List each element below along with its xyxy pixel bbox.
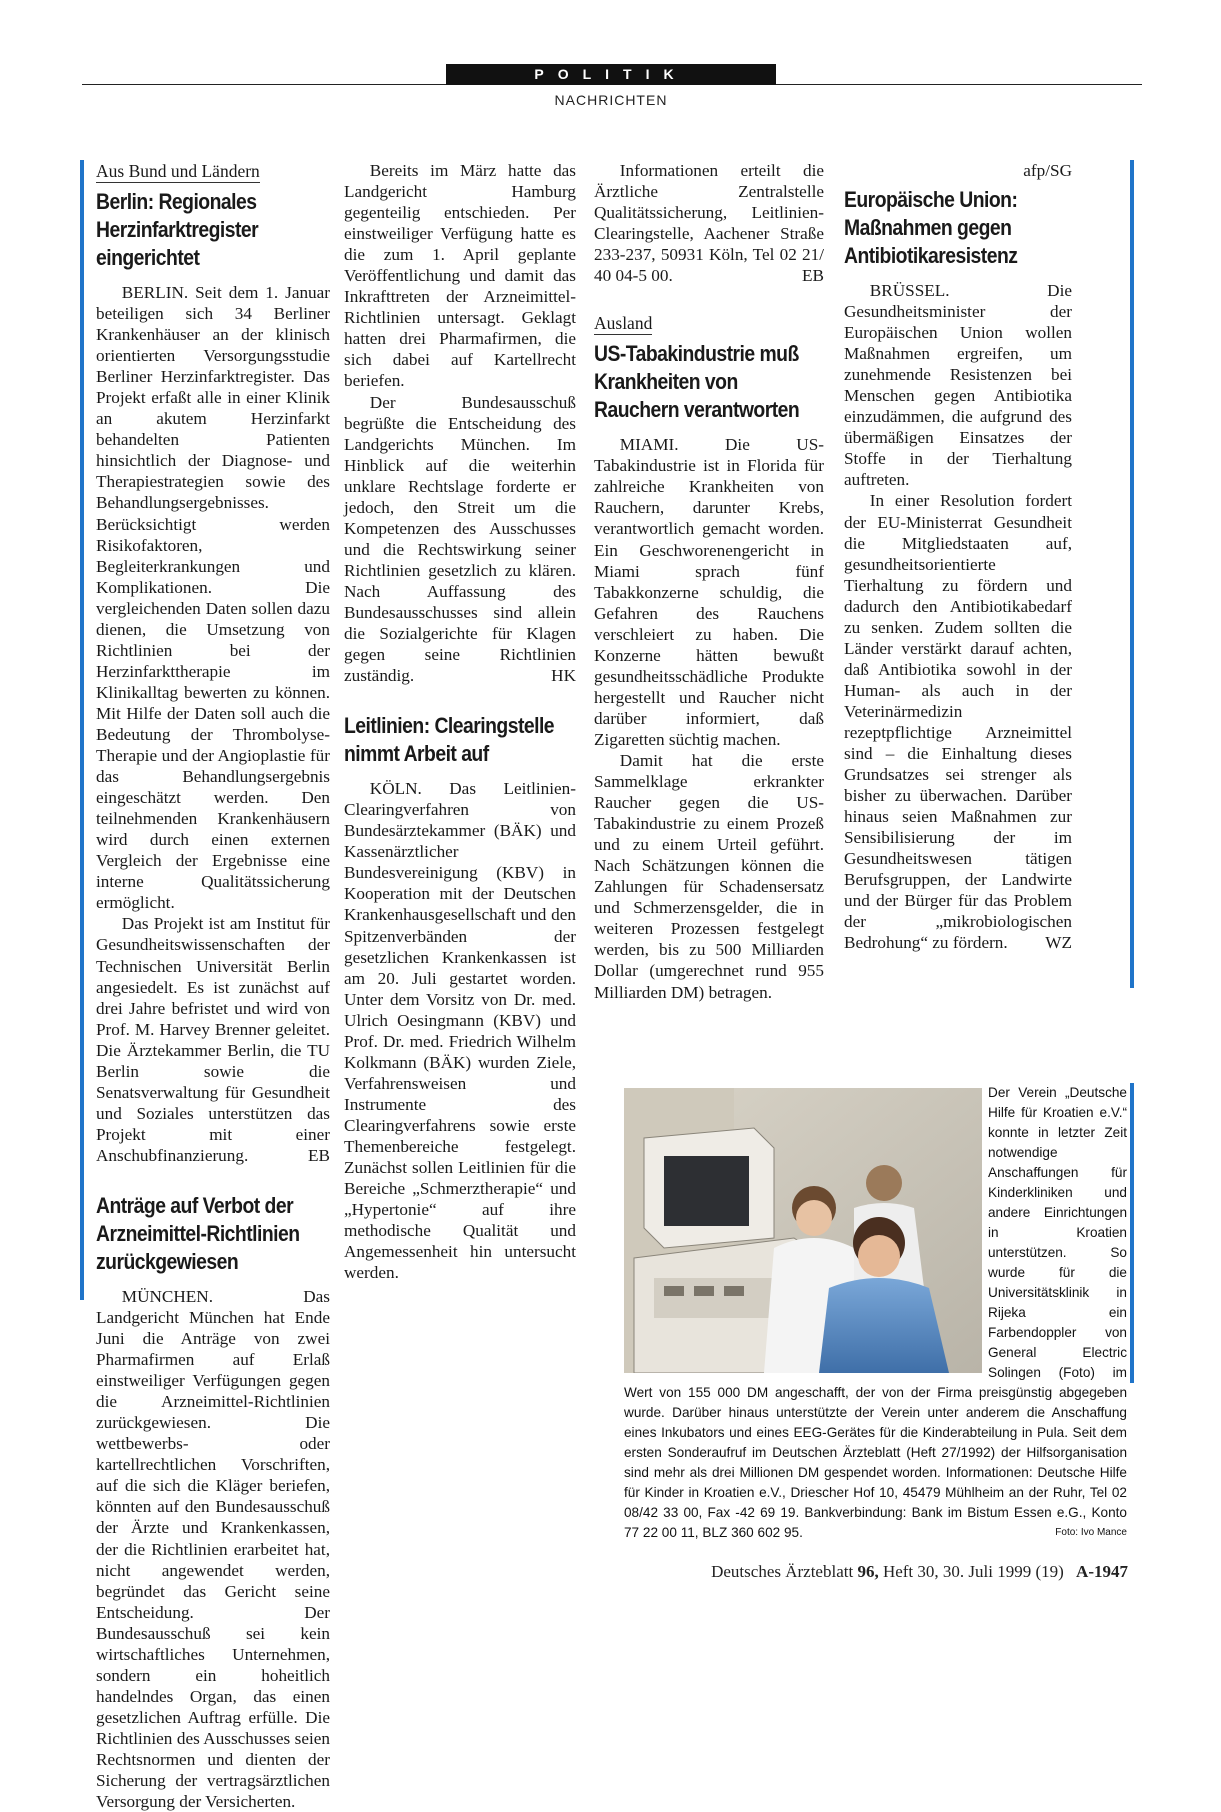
author-signature: HK [551, 666, 576, 686]
left-accent-bar [80, 160, 84, 1300]
paragraph: Der Bundesausschuß begrüßte die Entscheidung des Landgerichts München. Im Hinblick auf die weiterhin unklare Rechtslage forderte er jedoch, den Streit um die Kompetenzen des Ausschusses und die Rechtswirkung seiner Richtlinien gesetzlich zu klären. Nach Auffassung des Bundesausschusses sind allein die Sozialgerichte für Klagen gegen seine Richtlinien zuständig. HK [344, 392, 576, 686]
spacer [96, 1166, 330, 1192]
headline-clearingstelle: Leitlinien: Clearingstelle nimmt Arbeit auf [344, 713, 555, 767]
spacer [594, 286, 824, 312]
author-signature: EB [802, 266, 824, 286]
right-accent-bar [1130, 160, 1134, 988]
paragraph: BERLIN. Seit dem 1. Januar beteiligen sich 34 Berliner Krankenhäuser an der klinisch orientierten Versorgungsstudie Berliner Herzinfarktregister. Das Projekt erfaßt alle in einer Klinik an akutem Herzinfarkt behandelten Patienten hinsichtlich der Diagnose- und Therapiestrategien sowie des Behandlungsergebnisses. Berücksichtigt werden Risikofaktoren, Begleiterkrankungen und Komplikationen. Die vergleichenden Daten sollen dazu dienen, die Umsetzung von Richtlinien bei der Herzinfarkttherapie im Klinikalltag bewerten zu können. Mit Hilfe der Daten soll auch die Bedeutung der Thrombolyse-Therapie und der Angioplastie für das Behandlungsergebnis eingeschätzt werden. Den teilnehmenden Krankenhäusern wird durch einen externen Vergleich der Ergebnisse eine interne Qualitätssicherung ermöglicht. [96, 283, 330, 913]
column-4 [844, 160, 1072, 954]
right-accent-bar-lower [1130, 1083, 1134, 1383]
paragraph-continued: MÜNCHEN. Das Landgericht München hat Ende Juni die Anträge von zwei Pharmafirmen auf Erlaß einstweiliger Verfügungen gegen die Arzneimittel-Richtlinien zurückgewiesen. Die wettbewerbs- oder kartellrechtlichen Vorschriften, auf die sich die Kläger beriefen, könnten auf den Bundesausschuß der Ärzte und Krankenkassen, der die Richtlinien erarbeitet hat, nicht angewendet werden, begründet das Gericht seine Entscheidung. Der Bundesausschuß sei kein wirtschaftliches Unternehmen, sondern ein hoheitlich handelndes Organ, das einen gesetzlichen Auftrag erfülle. Die Richtlinien des Ausschusses seien Rechtsnormen und dienten der Sicherung der vertragsärztlichen Versorgung der Versicherten. [96, 1286, 330, 1812]
column-2 [344, 160, 576, 1283]
photo-credit: Foto: Ivo Mance [1055, 1527, 1127, 1538]
photo-caption: Der Verein „Deutsche Hilfe für Kroatien e.V.“ konnte in letzter Zeit notwendige Anschaffungen für Kinderkliniken und andere Einrichtungen in Kroatien unterstützen. So wurde für die Universitätsklinik in Rijeka ein Farbendoppler von General Electric Solingen (Foto) im Wert von 155 000 DM angeschafft, der von der Firma preisgünstig abgegeben wurde. Darüber hinaus unterstützte der Verein unter anderem die Anschaffung eines Inkubators und eines EEG-Gerätes für die Kinderabteilung in Pula. Seit dem ersten Sonderaufruf im Deutschen Ärzteblatt (Heft 27/1992) der Hilfsorganisation sind mehr als drei Millionen DM gespendet worden. Informationen: Deutsche Hilfe für Kinder in Kroatien e.V., Driescher Hof 10, 45479 Mühlheim an der Ruhr, Tel 02 08/42 33 00, Fax -42 69 19. Bankverbindung: Bank im Bistum Essen e.G., Konto 77 22 00 11, BLZ 360 602 95. Foto: Ivo Mance [624, 1083, 1127, 1543]
paragraph: Bereits im März hatte das Landgericht Hamburg gegenteilig entschieden. Per einstweiliger Verfügung hatte es die zum 1. April geplante Veröffentlichung und damit das Inkrafttreten der Arzneimittel-Richtlinien untersagt. Geklagt hatten drei Pharmafirmen, die sich dabei auf Kartellrecht beriefen. [344, 161, 576, 391]
author-signature: afp/SG [1023, 161, 1072, 180]
headline-arzneimittel-richtlinien: Anträge auf Verbot der Arzneimittel-Richtlinien zurückgewiesen [96, 1192, 300, 1274]
headline-tabakindustrie: US-Tabakindustrie muß Krankheiten von Rauchern verantworten [594, 341, 800, 423]
paragraph: MIAMI. Die US-Tabakindustrie ist in Florida für zahlreiche Krankheiten von Rauchern, darunter Krebs, verantwortlich gemacht worden. Ein Geschworenengericht in Miami sprach fünf Tabakkonzerne schuldig, die Gefahren des Rauchens verschleiert zu haben. Die Konzerne hätten bewußt gesundheitsschädliche Produkte hergestellt und Raucher nicht darüber informiert, daß Zigaretten süchtig machen. [594, 435, 824, 749]
paragraph: Das Projekt ist am Institut für Gesundheitswissenschaften der Technischen Universität Berlin angesiedelt. Es ist zunächst auf drei Jahre befristet und wird von Prof. M. Harvey Brenner geleitet. Die Ärztekammer Berlin, die TU Berlin sowie die Senatsverwaltung für Gesundheit und Soziales unterstützen das Projekt mit einer Anschubfinanzierung. EB [96, 914, 330, 1165]
paragraph: Informationen erteilt die Ärztliche Zentralstelle Qualitätssicherung, Leitlinien-Clearingstelle, Aachener Straße 233-237, 50931 Köln, Tel 02 21/ 40 04-5 00. EB [594, 161, 824, 286]
caption-wrap-spacer [624, 1083, 988, 1373]
paragraph: In einer Resolution fordert der EU-Ministerrat Gesundheit die Mitgliedstaaten auf, gesundheitsorientierte Tierhaltung zu fördern und dadurch den Antibiotikabedarf zu senken. Zudem sollten die Länder verstärkt darauf achten, daß Antibiotika sowohl in der Human- als auch in der Veterinärmedizin rezeptpflichtige Arzneimittel sind – die Einhaltung dieses Grundsatzes sei strenger als bisher zu überwachen. Darüber hinaus seien Maßnahmen zur Sensibilisierung der im Gesundheitswesen tätigen Berufsgruppen, der Landwirte und der Bürger für das Problem der „mikrobiologischen Bedrohung“ zu fördern. WZ [844, 491, 1072, 953]
author-signature: EB [308, 1145, 330, 1165]
journal-name: Deutsches Ärzteblatt [711, 1562, 854, 1581]
author-signature: WZ [1045, 933, 1072, 953]
page-footer [82, 1562, 1128, 1582]
headline-antibiotikaresistenz: Europäische Union: Maßnahmen gegen Antibiotikaresistenz [844, 187, 1018, 268]
page-number: A-1947 [1076, 1562, 1128, 1581]
spacer [344, 686, 576, 712]
subsection-title: NACHRICHTEN [554, 92, 668, 108]
paragraph-continued: Damit hat die erste Sammelklage erkrankter Raucher gegen die US-Tabakindustrie zu einem Prozeß und zu einem Urteil geführt. Nach Schätzungen können die Zahlungen für Schadensersatz und Schmerzensgelder, die in weiteren Prozessen festgelegt werden, bis zu 500 Milliarden Dollar (umgerechnet rund 955 Milliarden DM) betragen. [594, 750, 824, 1002]
paragraph-continued: KÖLN. Das Leitlinien-Clearingverfahren von Bundesärztekammer (BÄK) und Kassenärztlicher Bundesvereinigung (KBV) in Kooperation mit der Deutschen Krankenhausgesellschaft und den Spitzenverbänden der gesetzlichen Krankenkassen ist am 20. Juli gestartet worden. Unter dem Vorsitz von Dr. med. Ulrich Oesingmann (KBV) und Prof. Dr. med. Friedrich Wilhelm Kolkmann (BÄK) wurden Ziele, Verfahrensweisen und Instrumente des Clearingverfahrens sowie erste Themenbereiche festgelegt. Zunächst sollen Leitlinien für die Bereiche „Schmerztherapie“ und „Hypertonie“ auf ihre methodische Qualität und Angemessenheit hin untersucht werden. [344, 779, 576, 1283]
kicker-bund-laender: Aus Bund und Ländern [96, 161, 260, 181]
section-banner: POLITIK [446, 64, 776, 85]
column-3 [594, 160, 824, 1003]
headline-herzinfarktregister: Berlin: Regionales Herzinfarktregister eingerichtet [96, 189, 259, 270]
paragraph: BRÜSSEL. Die Gesundheitsminister der Europäischen Union wollen Maßnahmen ergreifen, um zunehmende Resistenzen bei Menschen gegen Antibiotika einzudämmen, die aufgrund des übermäßigen Einsatzes der Stoffe in der Tierhaltung auftreten. [844, 281, 1072, 490]
issue-info: Heft 30, 30. Juli 1999 (19) [882, 1562, 1064, 1581]
volume: 96, [857, 1562, 879, 1581]
kicker-ausland: Ausland [594, 313, 653, 334]
